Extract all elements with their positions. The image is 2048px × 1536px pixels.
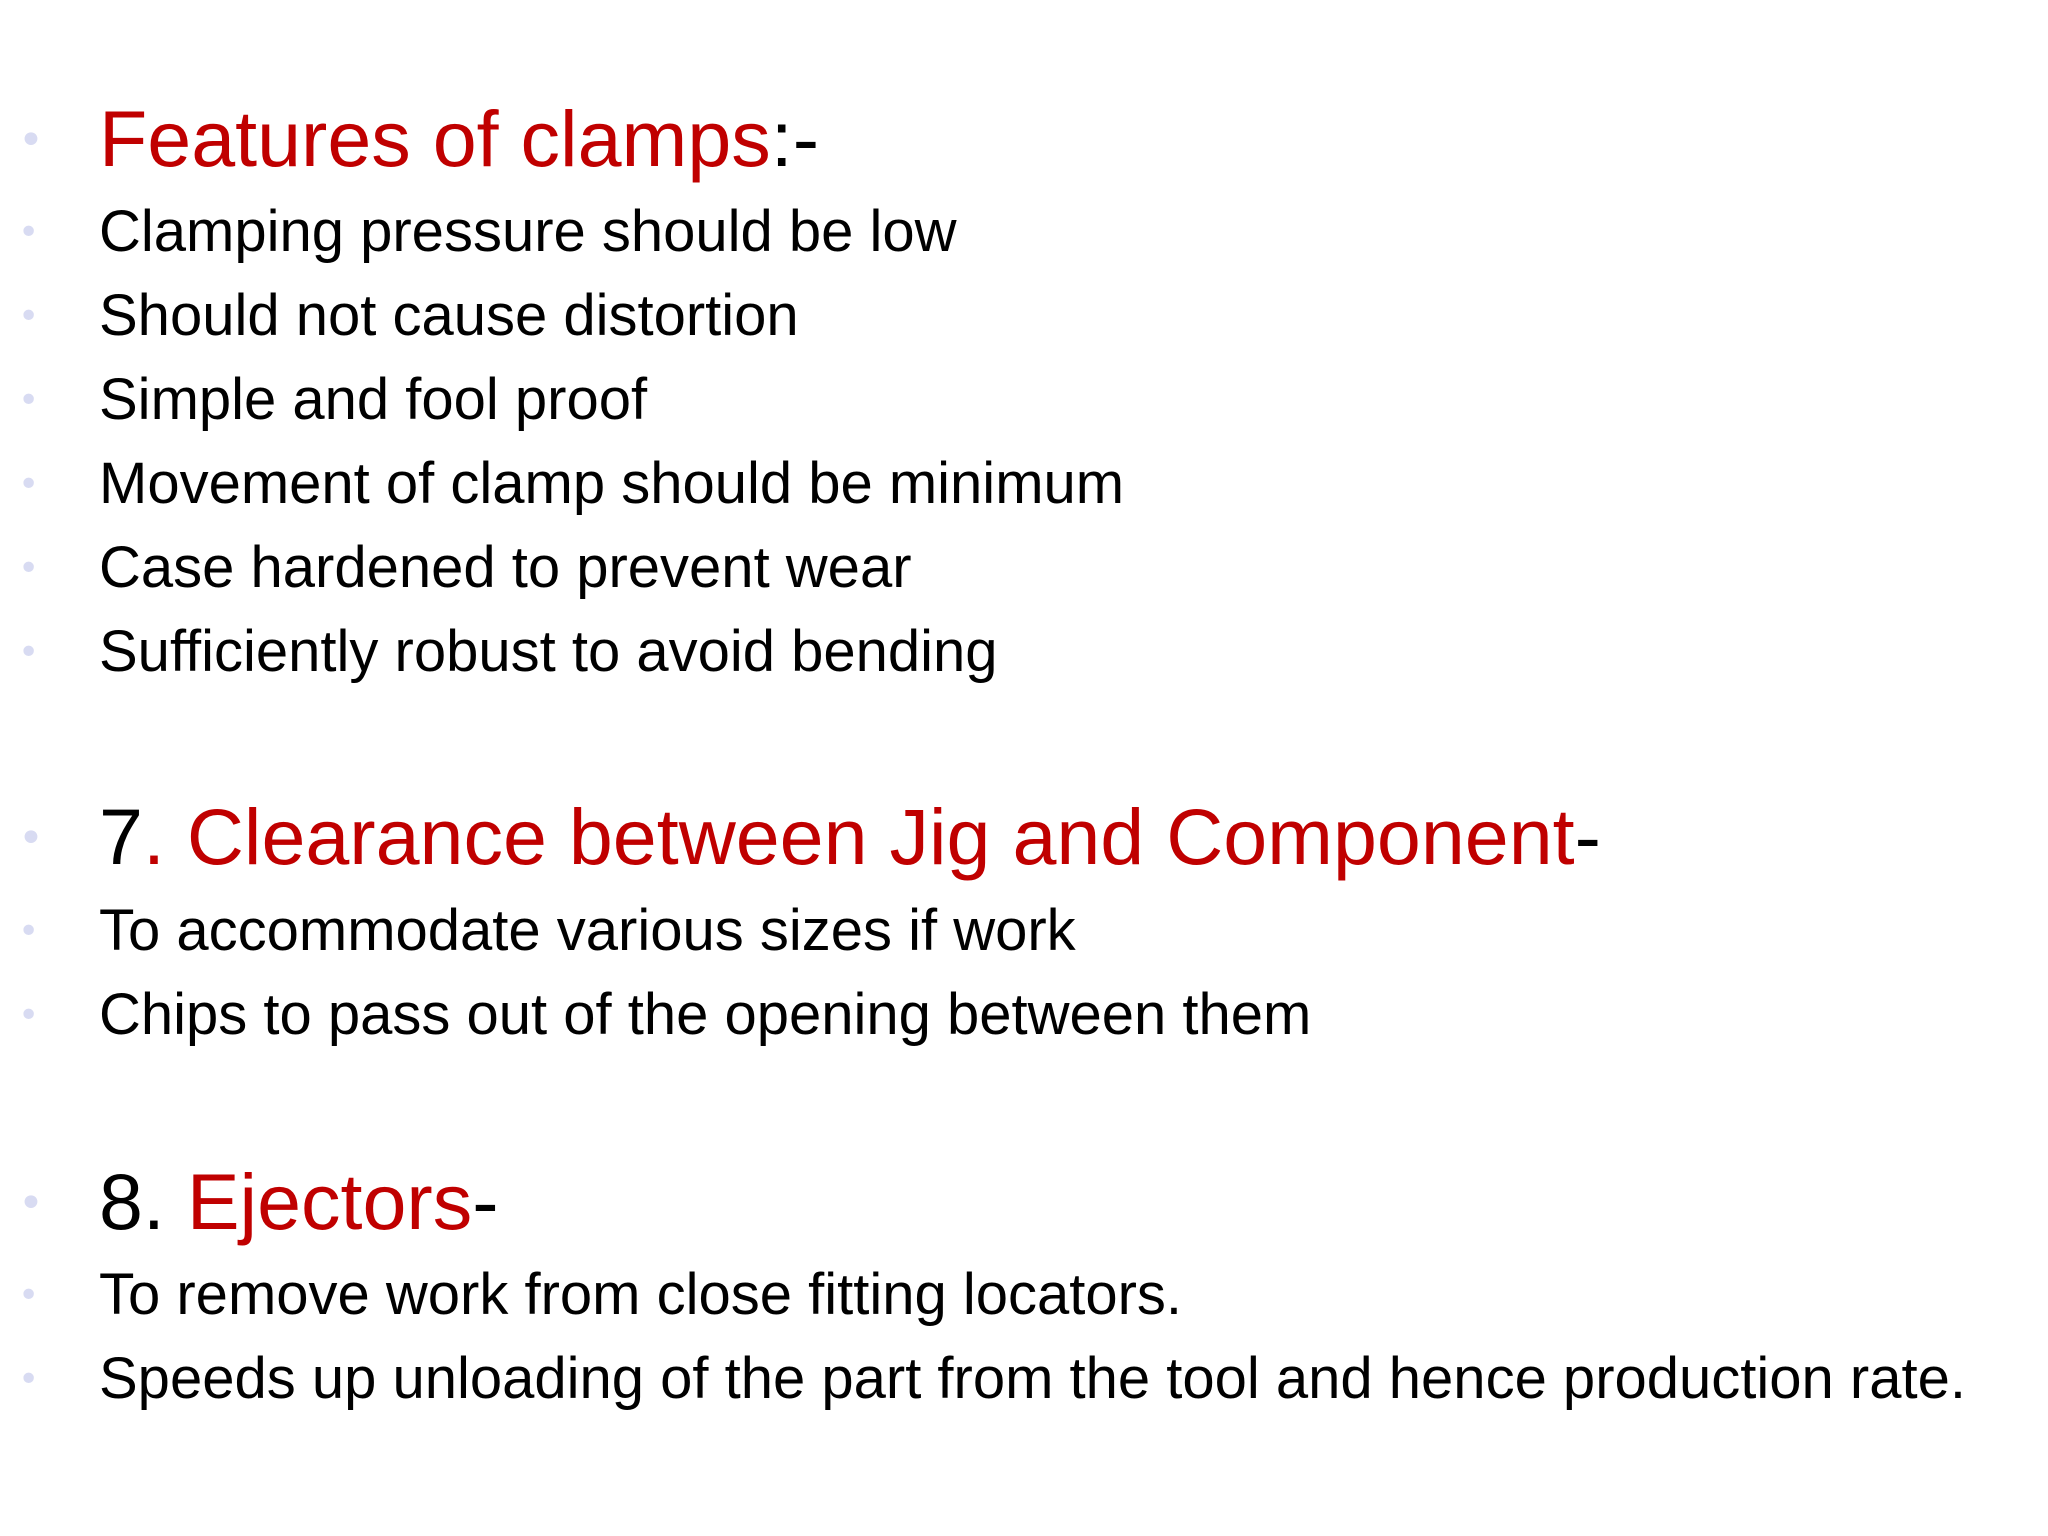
heading-text <box>99 1156 2028 1248</box>
list-item <box>0 451 2048 517</box>
list-item <box>0 1262 2048 1328</box>
list-item-text: Clamping pressure should be low <box>99 199 957 264</box>
bullet-icon: • <box>18 632 40 673</box>
bullet-icon: • <box>18 464 40 505</box>
bullet-icon: • <box>18 380 40 421</box>
list-item-text: Sufficiently robust to avoid bending <box>99 619 998 684</box>
bullet-icon: • <box>18 115 44 166</box>
heading-title: Ejectors <box>186 1157 473 1246</box>
heading-text <box>99 791 2028 883</box>
list-item <box>0 199 2048 265</box>
heading-suffix: - <box>1574 792 1601 881</box>
list-item <box>0 982 2048 1048</box>
heading-title: Features of clamps <box>99 94 771 183</box>
bullet-icon: • <box>18 911 40 952</box>
list-item-text: Speeds up unloading of the part from the tool and hence production rate. <box>99 1346 1966 1411</box>
list-item-text: Simple and fool proof <box>99 367 648 432</box>
list-item-text: Chips to pass out of the opening between them <box>99 982 1312 1047</box>
heading-suffix: - <box>472 1157 499 1246</box>
list-item <box>0 283 2048 349</box>
list-item-text: Movement of clamp should be minimum <box>99 451 1125 516</box>
bullet-icon: • <box>18 1275 40 1316</box>
bullet-icon: • <box>18 1178 44 1229</box>
list-item <box>0 1346 2048 1478</box>
bullet-icon: • <box>18 1359 40 1400</box>
list-item <box>0 898 2048 964</box>
list-item <box>0 619 2048 685</box>
list-item-text: To accommodate various sizes if work <box>99 898 1076 963</box>
heading-title: . Clearance between Jig and Component <box>142 792 1575 881</box>
section-heading-features-of-clamps <box>0 93 2048 185</box>
list-item-text: Case hardened to prevent wear <box>99 535 912 600</box>
bullet-icon: • <box>18 212 40 253</box>
list-item <box>0 535 2048 601</box>
heading-suffix: :- <box>770 94 820 183</box>
list-item <box>0 367 2048 433</box>
heading-text <box>99 93 2028 185</box>
bullet-icon: • <box>18 296 40 337</box>
bullet-icon: • <box>18 548 40 589</box>
heading-prefix: 8. <box>99 1157 187 1246</box>
list-item-text: Should not cause distortion <box>99 283 799 348</box>
bullet-icon: • <box>18 813 44 864</box>
section-heading-clearance <box>0 791 2048 883</box>
list-item-text: To remove work from close fitting locators. <box>99 1262 1183 1327</box>
heading-prefix: 7 <box>99 792 143 881</box>
section-heading-ejectors <box>0 1156 2048 1248</box>
bullet-icon: • <box>18 995 40 1036</box>
